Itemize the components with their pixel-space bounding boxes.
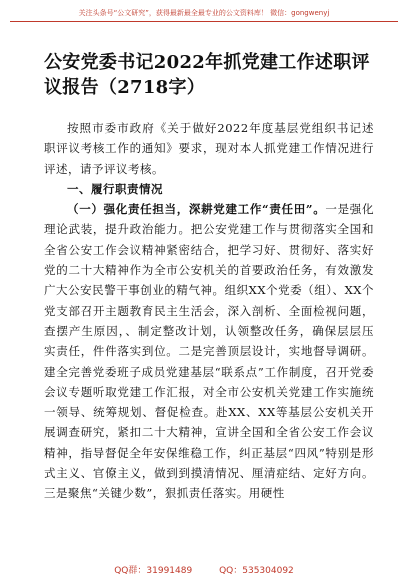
footer-qq-group: QQ群：31991489 (114, 566, 193, 576)
header-banner: 关注头条号“公文研究”，获得最新最全最专业的公文资料库！ 微信：gongwenyj (78, 9, 330, 17)
footer-qq: QQ：535304092 (219, 566, 294, 576)
subsection-paragraph (44, 199, 374, 503)
document-body (44, 118, 374, 504)
footer (0, 563, 408, 576)
section-heading: 一、履行职责情况 (67, 181, 163, 196)
document-title: 公安党委书记2022年抓党建工作述职评议报告（2718字） (44, 52, 370, 98)
intro-paragraph: 按照市委市政府《关于做好2022年度基层党组织书记述职评议考核工作的通知》要求，现对本人抓党建工作情况进行评述，请予评议考核。 (44, 121, 374, 176)
header-divider (10, 21, 398, 22)
subsection-heading: （一）强化责任担当，深耕党建工作“责任田”。 (67, 202, 326, 217)
subsection-text: 一是强化理论武装，提升政治能力。把公安党建工作与贯彻落实全国和全省公安工作会议精神紧密结合，把学习好、贯彻好、落实好党的二十大精神作为全市公安机关的首要政治任务，有效激发广大公安民警干事创业的精气神。组织XX个党委（组）、XX个党支部召开主题教育民主生活会，深入剖析、全面检视问题，查摆产生原因，、制定整改计划，认领整改任务，确保层层压实责任，件件落实到位。二是完善顶层设计，实地督导调研。建全完善党委班子成员党建基层“联系点”工作制度，召开党委会议专题听取党建工作汇报，对全市公安机关党建工作实施统一领导、统筹规划、督促检查。赴XX、XX等基层公安机关开展调查研究，紧扣二十大精神，宣讲全国和全省公安工作会议精神，指导督促全年安保维稳工作，纠正基层“四风”特别是形式主义、官僚主义，做到到摸清情况、厘清症结、定好方向。三是聚焦“关键少数”，狠抓责任落实。用硬性 (44, 202, 374, 501)
